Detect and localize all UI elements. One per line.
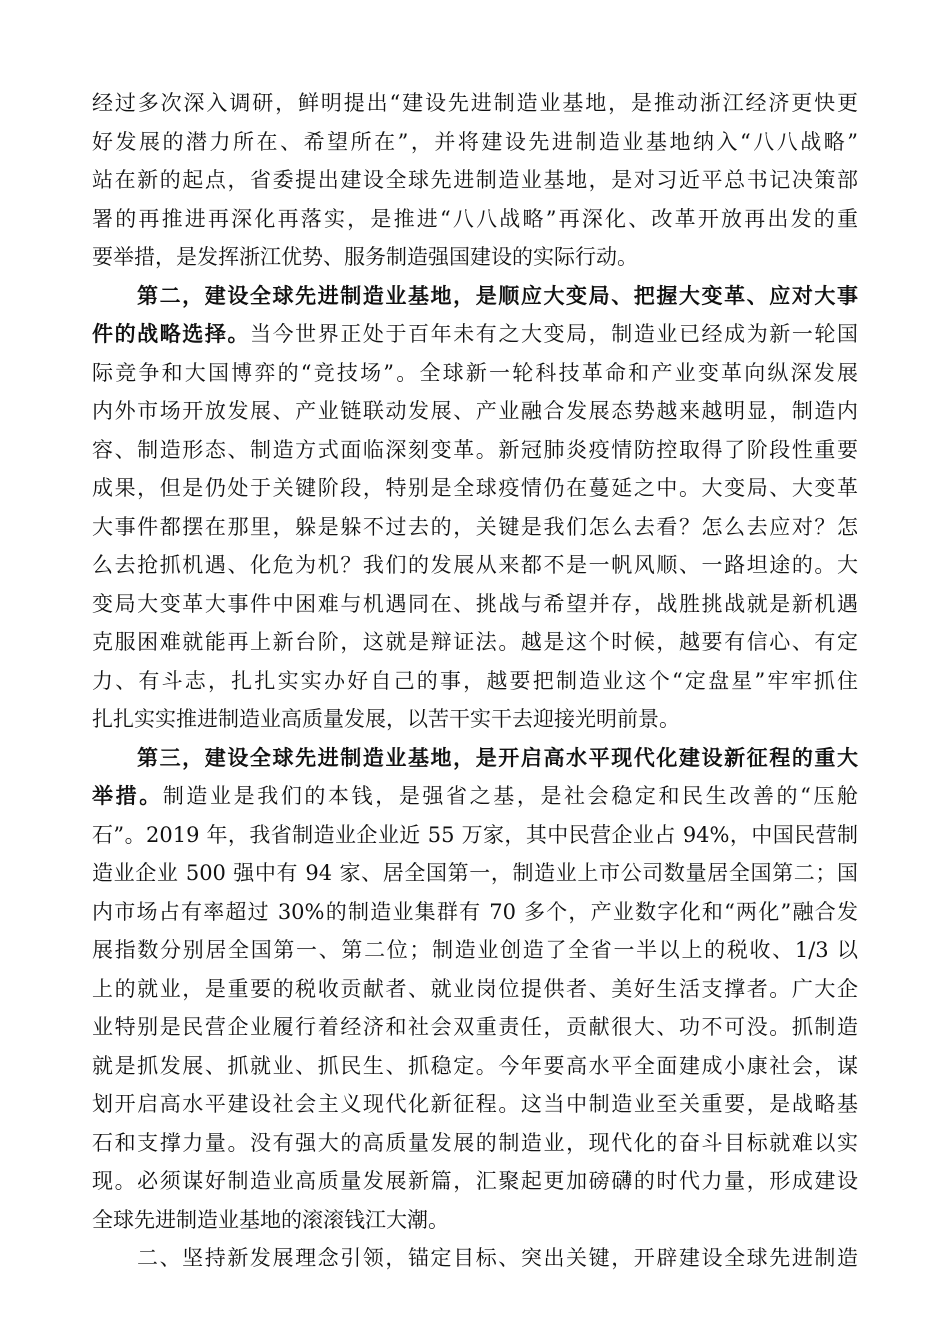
paragraph-lead-bold: 第三，建设全球先进制造业基地，是开启高水平现代化建设新征程的重大 <box>137 744 858 770</box>
text-line: 展指数分别居全国第一、第二位；制造业创造了全省一半以上的税收、1/3 以 <box>92 938 858 962</box>
text-line: 么去抢抓机遇、化危为机？我们的发展从来都不是一帆风顺、一路坦途的。大 <box>92 553 858 577</box>
paragraph-3 <box>92 739 858 1240</box>
text-span: 制造业是我们的本钱，是强省之基，是社会稳定和民生改善的“压舱 <box>162 784 858 808</box>
text-line: 大事件都摆在那里，躲是躲不过去的，关键是我们怎么去看？怎么去应对？怎 <box>92 514 858 539</box>
text-line: 容、制造形态、制造方式面临深刻变革。新冠肺炎疫情防控取得了阶段性重要 <box>92 437 858 462</box>
text-line: 石”。2019 年，我省制造业企业近 55 万家，其中民营企业占 94%，中国民营制 <box>92 822 858 847</box>
text-span: 当今世界正处于百年未有之大变局，制造业已经成为新一轮国 <box>250 322 858 346</box>
text-line <box>92 315 858 354</box>
text-line <box>92 777 858 816</box>
document-page <box>92 84 858 1278</box>
text-line: 署的再推进再深化再落实，是推进“八八战略”再深化、改革开放再出发的重 <box>92 206 858 231</box>
text-line: 力、有斗志，扎扎实实办好自己的事，越要把制造业这个“定盘星”牢牢抓住 <box>92 668 858 693</box>
text-line: 业特别是民营企业履行着经济和社会双重责任，贡献很大、功不可没。抓制造 <box>92 1015 858 1039</box>
section-heading <box>92 1239 858 1278</box>
text-line: 内外市场开放发展、产业链联动发展、产业融合发展态势越来越明显，制造内 <box>92 399 858 423</box>
text-line: 要举措，是发挥浙江优势、服务制造强国建设的实际行动。 <box>92 245 638 269</box>
text-line: 造业企业 500 强中有 94 家、居全国第一，制造业上市公司数量居全国第二；国 <box>92 861 858 885</box>
text-line <box>92 277 858 316</box>
text-line: 变局大变革大事件中困难与机遇同在、挑战与希望并存，战胜挑战就是新机遇 <box>92 591 858 616</box>
text-line: 就是抓发展、抓就业、抓民生、抓稳定。今年要高水平全面建成小康社会，谋 <box>92 1053 858 1078</box>
paragraph-lead-bold: 举措。 <box>92 783 163 808</box>
text-line: 好发展的潜力所在、希望所在”，并将建设先进制造业基地纳入“八八战略” <box>92 129 858 154</box>
paragraph-2 <box>92 277 858 739</box>
text-line: 内市场占有率超过 30%的制造业集群有 70 多个，产业数字化和“两化”融合发 <box>92 899 858 924</box>
text-line: 划开启高水平建设社会主义现代化新征程。这当中制造业至关重要，是战略基 <box>92 1092 858 1116</box>
text-line: 际竞争和大国博弈的“竞技场”。全球新一轮科技革命和产业变革向纵深发展 <box>92 360 858 385</box>
text-line: 扎扎实实推进制造业高质量发展，以苦干实干去迎接光明前景。 <box>92 707 680 731</box>
text-line: 石和支撑力量。没有强大的高质量发展的制造业，现代化的奋斗目标就难以实 <box>92 1130 858 1155</box>
paragraph-lead-bold: 第二，建设全球先进制造业基地，是顺应大变局、把握大变革、应对大事 <box>137 282 858 308</box>
paragraph-1 <box>92 84 858 277</box>
text-line: 上的就业，是重要的税收贡献者、就业岗位提供者、美好生活支撑者。广大企 <box>92 976 858 1001</box>
text-line: 全球先进制造业基地的滚滚钱江大潮。 <box>92 1207 449 1232</box>
text-line: 成果，但是仍处于关键阶段，特别是全球疫情仍在蔓延之中。大变局、大变革 <box>92 476 858 500</box>
section-heading-text: 二、坚持新发展理念引领，锚定目标、突出关键，开辟建设全球先进制造 <box>137 1246 858 1270</box>
text-line: 经过多次深入调研，鲜明提出“建设先进制造业基地，是推动浙江经济更快更 <box>92 91 858 115</box>
paragraph-lead-bold: 件的战略选择。 <box>92 321 251 346</box>
text-line: 克服困难就能再上新台阶，这就是辩证法。越是这个时候，越要有信心、有定 <box>92 630 858 654</box>
text-line: 现。必须谋好制造业高质量发展新篇，汇聚起更加磅礴的时代力量，形成建设 <box>92 1169 858 1193</box>
text-line: 站在新的起点，省委提出建设全球先进制造业基地，是对习近平总书记决策部 <box>92 168 858 192</box>
text-line <box>92 739 858 778</box>
